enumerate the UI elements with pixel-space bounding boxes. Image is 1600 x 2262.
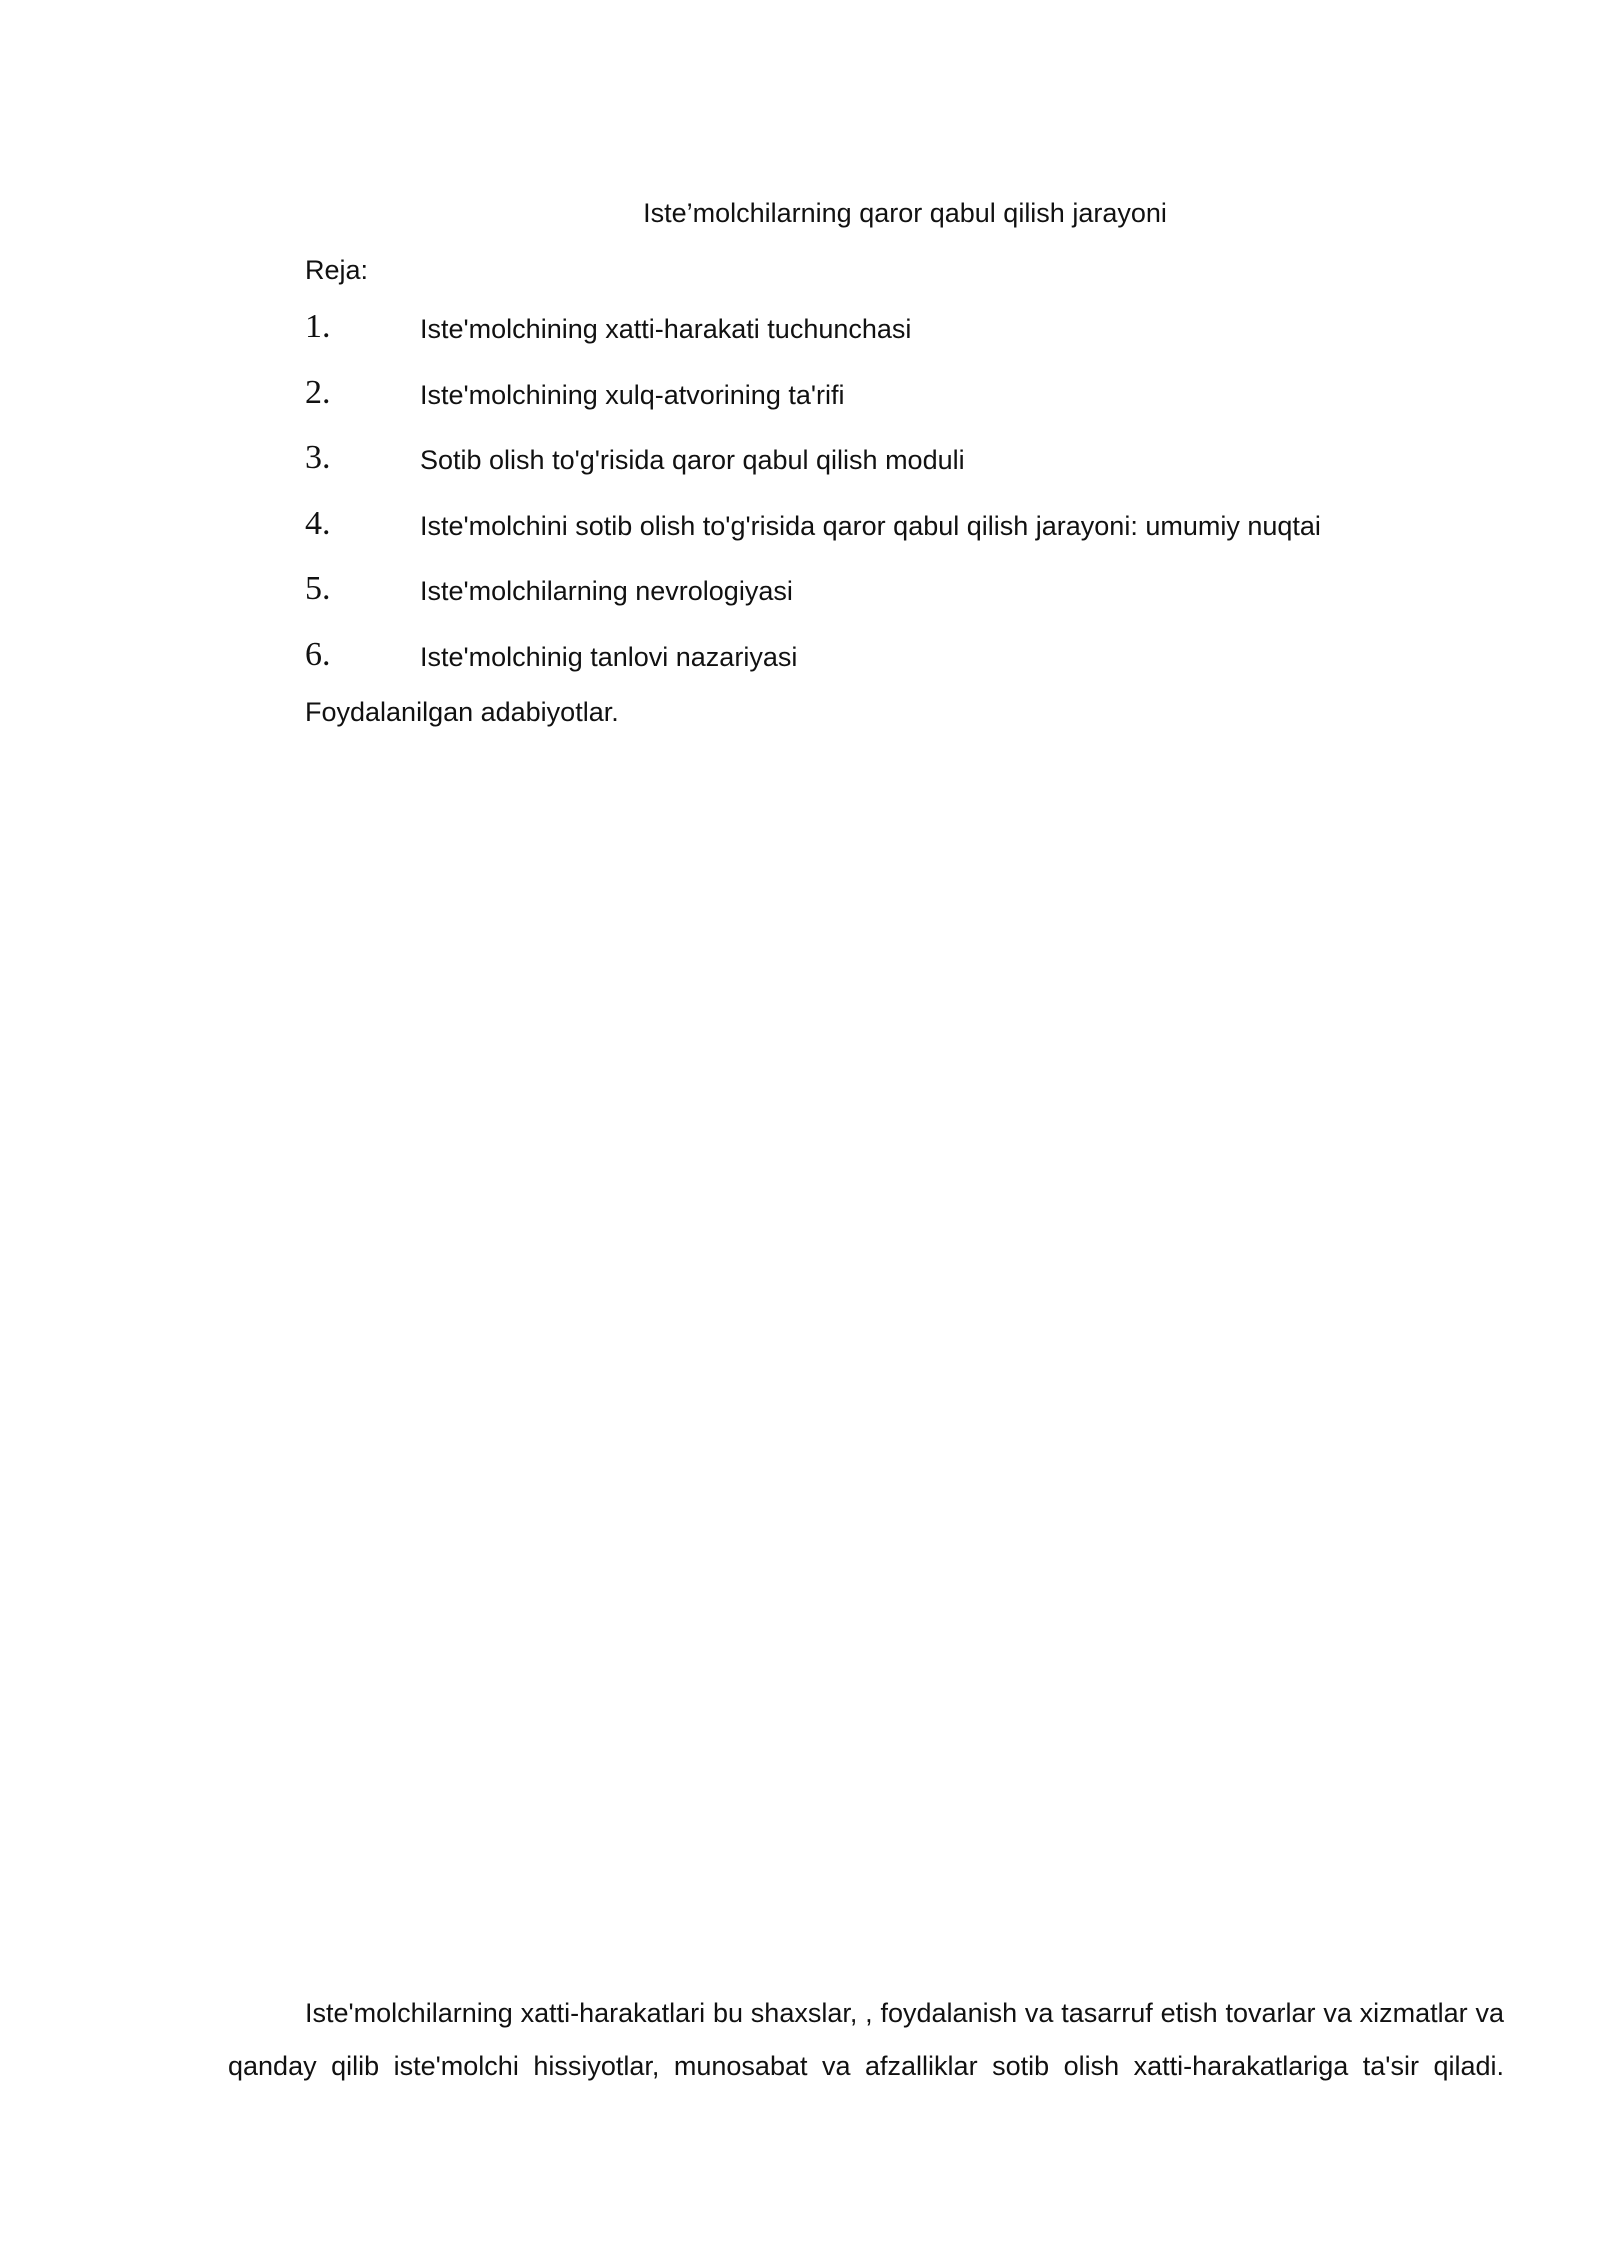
plan-item-number: 3. <box>305 439 331 476</box>
plan-item-text: Iste'molchining xatti-harakati tuchunchasi <box>420 314 912 344</box>
plan-heading: Reja: <box>305 255 369 285</box>
plan-item-number: 4. <box>305 504 331 542</box>
plan-item-number: 5. <box>305 570 331 607</box>
body-paragraph: Iste'molchilarning xatti-harakatlari bu shaxslar, , foydalanish va tasarruf etish tovarlar va xizmatlar va qanday qilib iste'molchi hissiyotlar, munosabat va afzalliklar sotib olish xatti-harakatlariga ta'sir qiladi. <box>228 1998 1504 2081</box>
plan-item-number: 2. <box>305 373 331 411</box>
plan-item-number: 1. <box>305 308 331 345</box>
document-title: Iste’molchilarning qaror qabul qilish jarayoni <box>643 198 1167 228</box>
plan-item-text: Iste'molchilarning nevrologiyasi <box>420 576 793 606</box>
references-heading: Foydalanilgan adabiyotlar. <box>305 697 619 727</box>
plan-item-text: Iste'molchini sotib olish to'g'risida qaror qabul qilish jarayoni: umumiy nuqtai <box>420 510 1321 541</box>
plan-item-text: Iste'molchinig tanlovi nazariyasi <box>420 641 798 672</box>
plan-item-number: 6. <box>305 635 331 673</box>
plan-item-text: Sotib olish to'g'risida qaror qabul qilish moduli <box>420 445 965 475</box>
plan-item-text: Iste'molchining xulq-atvorining ta'rifi <box>420 379 845 410</box>
